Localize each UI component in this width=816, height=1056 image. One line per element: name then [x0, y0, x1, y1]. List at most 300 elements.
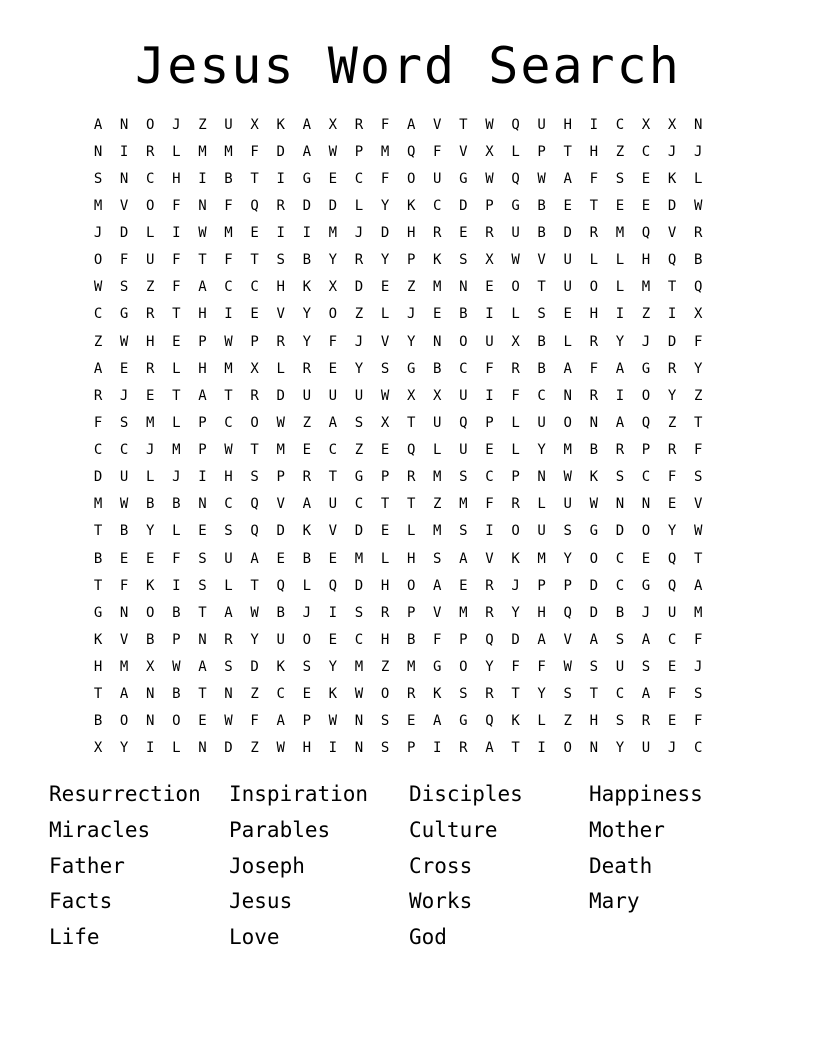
- grid-letter: J: [172, 116, 181, 133]
- grid-letter: S: [302, 659, 312, 676]
- grid-letter: O: [459, 333, 468, 350]
- grid-letter: H: [563, 116, 572, 133]
- grid-letter: X: [380, 414, 390, 431]
- grid-letter: O: [250, 414, 259, 431]
- grid-letter: U: [563, 252, 572, 269]
- grid-letter: G: [433, 659, 442, 676]
- grid-letter: E: [380, 523, 390, 540]
- grid-letter: E: [667, 496, 677, 513]
- grid-letter: P: [198, 414, 207, 431]
- grid-letter: T: [93, 523, 103, 540]
- grid-letter: A: [641, 631, 651, 648]
- grid-letter: P: [563, 577, 572, 594]
- grid-letter: T: [224, 387, 233, 404]
- grid-letter: H: [537, 604, 546, 621]
- grid-letter: O: [641, 387, 651, 404]
- grid-letter: V: [380, 333, 390, 350]
- grid-letter: C: [146, 170, 155, 187]
- grid-letter: F: [433, 631, 442, 648]
- grid-letter: E: [380, 442, 390, 459]
- grid-letter: B: [459, 306, 468, 323]
- grid-letter: J: [667, 143, 677, 160]
- grid-letter: R: [354, 252, 364, 269]
- word-list-item: Disciples: [409, 782, 523, 806]
- grid-letter: E: [667, 659, 677, 676]
- grid-letter: S: [589, 659, 599, 676]
- grid-letter: T: [511, 740, 520, 757]
- grid-letter: L: [589, 252, 599, 269]
- grid-letter: T: [589, 197, 599, 214]
- grid-letter: Y: [667, 523, 677, 540]
- grid-letter: Z: [250, 686, 259, 703]
- grid-letter: U: [224, 550, 233, 567]
- grid-letter: K: [406, 197, 416, 214]
- grid-letter: J: [641, 604, 651, 621]
- grid-letter: Z: [250, 740, 259, 757]
- word-list-item: Inspiration: [229, 782, 369, 806]
- grid-letter: Z: [667, 414, 677, 431]
- grid-letter: H: [198, 306, 207, 323]
- grid-letter: X: [433, 387, 442, 404]
- grid-letter: Q: [511, 170, 520, 187]
- word-list-item: Father: [49, 853, 125, 878]
- grid-letter: A: [693, 577, 703, 594]
- grid-letter: Y: [537, 442, 546, 459]
- grid-letter: S: [119, 414, 129, 431]
- grid-letter: M: [433, 279, 442, 296]
- grid-letter: P: [485, 414, 494, 431]
- grid-letter: R: [380, 604, 390, 621]
- grid-letter: E: [302, 686, 312, 703]
- grid-letter: C: [641, 469, 651, 486]
- grid-letter: Z: [380, 659, 390, 676]
- grid-letter: S: [693, 686, 703, 703]
- word-list-item: Happiness: [589, 782, 703, 806]
- grid-letter: P: [198, 333, 207, 350]
- grid-letter: R: [276, 333, 285, 350]
- grid-letter: Y: [537, 686, 546, 703]
- grid-letter: I: [615, 306, 625, 323]
- grid-letter: S: [380, 713, 390, 730]
- grid-letter: D: [589, 577, 599, 594]
- grid-letter: S: [459, 469, 468, 486]
- grid-letter: U: [667, 604, 677, 621]
- grid-letter: U: [146, 252, 155, 269]
- grid-letter: A: [615, 414, 625, 431]
- grid-letter: D: [224, 740, 233, 757]
- grid-letter: X: [146, 659, 155, 676]
- grid-letter: S: [459, 523, 468, 540]
- grid-letter: D: [119, 225, 129, 242]
- grid-letter: T: [198, 252, 207, 269]
- grid-letter: E: [667, 713, 677, 730]
- grid-letter: O: [146, 604, 155, 621]
- grid-letter: N: [433, 333, 442, 350]
- grid-letter: P: [250, 333, 259, 350]
- grid-letter: A: [615, 360, 625, 377]
- grid-letter: Y: [667, 387, 677, 404]
- grid-letter: E: [406, 713, 416, 730]
- grid-letter: B: [433, 360, 442, 377]
- grid-letter: M: [380, 143, 390, 160]
- grid-letter: N: [354, 713, 364, 730]
- grid-letter: K: [511, 550, 520, 567]
- grid-letter: W: [93, 279, 103, 296]
- grid-letter: T: [250, 252, 259, 269]
- grid-letter: I: [119, 143, 129, 160]
- grid-letter: P: [380, 469, 390, 486]
- grid-letter: H: [302, 740, 312, 757]
- word-list-item: Facts: [49, 889, 113, 914]
- grid-letter: O: [406, 577, 416, 594]
- grid-letter: J: [146, 442, 155, 459]
- grid-letter: S: [563, 686, 572, 703]
- grid-letter: Z: [198, 116, 207, 133]
- grid-letter: E: [119, 360, 129, 377]
- grid-letter: O: [146, 116, 155, 133]
- grid-letter: P: [172, 631, 181, 648]
- grid-letter: C: [354, 170, 364, 187]
- grid-letter: R: [667, 360, 677, 377]
- grid-letter: E: [615, 197, 625, 214]
- grid-letter: D: [459, 197, 468, 214]
- grid-letter: K: [276, 659, 285, 676]
- grid-letter: M: [328, 225, 338, 242]
- grid-letter: P: [276, 469, 285, 486]
- grid-letter: D: [354, 279, 364, 296]
- grid-letter: L: [537, 496, 546, 513]
- grid-letter: P: [641, 442, 651, 459]
- grid-letter: N: [589, 740, 599, 757]
- grid-letter: E: [146, 387, 155, 404]
- grid-letter: Y: [693, 360, 703, 377]
- grid-letter: N: [641, 496, 651, 513]
- grid-letter: A: [224, 604, 233, 621]
- grid-letter: B: [276, 604, 285, 621]
- grid-letter: S: [615, 713, 625, 730]
- grid-letter: P: [302, 713, 312, 730]
- grid-letter: I: [433, 740, 442, 757]
- grid-letter: R: [146, 143, 155, 160]
- grid-letter: A: [406, 116, 416, 133]
- grid-letter: U: [459, 442, 468, 459]
- grid-letter: T: [563, 143, 572, 160]
- grid-letter: C: [615, 686, 625, 703]
- grid-letter: S: [224, 659, 233, 676]
- grid-letter: M: [146, 414, 155, 431]
- grid-letter: O: [146, 197, 155, 214]
- grid-letter: R: [406, 469, 416, 486]
- grid-letter: V: [667, 225, 677, 242]
- grid-letter: D: [276, 387, 285, 404]
- grid-letter: B: [146, 496, 155, 513]
- grid-letter: F: [667, 686, 677, 703]
- grid-letter: Y: [328, 252, 338, 269]
- grid-letter: F: [172, 550, 181, 567]
- grid-letter: V: [433, 116, 442, 133]
- grid-letter: H: [589, 713, 599, 730]
- grid-letter: M: [198, 143, 207, 160]
- grid-letter: U: [354, 387, 364, 404]
- grid-letter: D: [93, 469, 103, 486]
- grid-letter: H: [589, 306, 599, 323]
- grid-letter: Y: [354, 360, 364, 377]
- grid-letter: A: [563, 170, 572, 187]
- grid-letter: Z: [93, 333, 103, 350]
- grid-letter: E: [459, 225, 468, 242]
- grid-letter: X: [328, 279, 338, 296]
- grid-letter: R: [250, 387, 259, 404]
- grid-letter: O: [93, 252, 103, 269]
- grid-letter: C: [537, 387, 546, 404]
- grid-letter: Q: [406, 442, 416, 459]
- grid-letter: V: [328, 523, 338, 540]
- grid-letter: A: [537, 631, 546, 648]
- grid-letter: I: [667, 306, 677, 323]
- grid-letter: T: [406, 496, 416, 513]
- grid-letter: L: [146, 469, 155, 486]
- grid-letter: Y: [485, 659, 494, 676]
- grid-letter: E: [328, 170, 338, 187]
- grid-letter: T: [380, 496, 390, 513]
- grid-letter: Z: [433, 496, 442, 513]
- grid-letter: F: [380, 170, 390, 187]
- grid-letter: J: [406, 306, 416, 323]
- grid-letter: Z: [146, 279, 155, 296]
- grid-letter: V: [119, 631, 129, 648]
- grid-letter: W: [485, 116, 494, 133]
- grid-letter: R: [146, 360, 155, 377]
- grid-letter: L: [172, 414, 181, 431]
- grid-letter: X: [485, 143, 494, 160]
- grid-letter: E: [328, 550, 338, 567]
- grid-letter: Y: [328, 659, 338, 676]
- grid-letter: U: [615, 659, 625, 676]
- grid-letter: B: [537, 225, 546, 242]
- grid-letter: C: [224, 414, 233, 431]
- grid-letter: B: [146, 631, 155, 648]
- grid-letter: Q: [276, 577, 285, 594]
- grid-letter: R: [224, 631, 233, 648]
- grid-letter: B: [119, 523, 129, 540]
- grid-letter: G: [406, 360, 416, 377]
- grid-letter: F: [224, 197, 233, 214]
- grid-letter: A: [459, 550, 468, 567]
- grid-letter: C: [459, 360, 468, 377]
- grid-letter: Y: [563, 550, 572, 567]
- grid-letter: W: [563, 469, 572, 486]
- grid-letter: K: [302, 523, 312, 540]
- grid-letter: N: [146, 713, 155, 730]
- grid-letter: A: [302, 143, 312, 160]
- grid-letter: O: [172, 713, 181, 730]
- grid-letter: W: [328, 143, 338, 160]
- grid-letter: T: [172, 306, 181, 323]
- grid-letter: R: [276, 197, 285, 214]
- grid-letter: Z: [406, 279, 416, 296]
- grid-letter: S: [354, 414, 364, 431]
- grid-letter: N: [563, 387, 572, 404]
- grid-letter: C: [354, 496, 364, 513]
- grid-letter: J: [667, 740, 677, 757]
- grid-letter: C: [693, 740, 703, 757]
- grid-letter: Y: [302, 333, 312, 350]
- grid-letter: F: [172, 279, 181, 296]
- grid-letter: F: [693, 713, 703, 730]
- grid-letter: B: [302, 550, 312, 567]
- grid-letter: M: [459, 496, 468, 513]
- grid-letter: Z: [563, 713, 572, 730]
- grid-letter: B: [93, 550, 103, 567]
- grid-letter: L: [302, 577, 312, 594]
- grid-letter: R: [302, 469, 312, 486]
- grid-letter: F: [172, 252, 181, 269]
- grid-letter: L: [172, 740, 181, 757]
- grid-letter: R: [589, 387, 599, 404]
- grid-letter: Z: [354, 442, 364, 459]
- grid-letter: S: [459, 252, 468, 269]
- grid-letter: E: [563, 197, 572, 214]
- grid-letter: S: [641, 659, 651, 676]
- grid-letter: H: [380, 577, 390, 594]
- grid-letter: B: [406, 631, 416, 648]
- grid-letter: C: [119, 442, 129, 459]
- grid-letter: U: [433, 170, 442, 187]
- grid-letter: A: [302, 496, 312, 513]
- grid-letter: C: [250, 279, 259, 296]
- grid-letter: F: [93, 414, 103, 431]
- grid-letter: R: [485, 577, 494, 594]
- grid-letter: L: [615, 279, 625, 296]
- grid-letter: A: [641, 686, 651, 703]
- grid-letter: F: [667, 469, 677, 486]
- grid-letter: T: [250, 577, 259, 594]
- grid-letter: N: [146, 686, 155, 703]
- grid-letter: D: [276, 143, 285, 160]
- grid-letter: W: [354, 686, 364, 703]
- grid-letter: I: [224, 306, 233, 323]
- grid-letter: E: [146, 550, 155, 567]
- grid-letter: R: [693, 225, 703, 242]
- grid-letter: C: [354, 631, 364, 648]
- grid-letter: T: [511, 686, 520, 703]
- grid-letter: I: [172, 577, 181, 594]
- grid-letter: R: [615, 442, 625, 459]
- grid-letter: B: [589, 442, 599, 459]
- grid-letter: S: [615, 469, 625, 486]
- grid-letter: E: [380, 279, 390, 296]
- word-list-item: Life: [49, 925, 100, 950]
- grid-letter: U: [563, 496, 572, 513]
- grid-letter: X: [250, 116, 259, 133]
- grid-letter: S: [250, 469, 259, 486]
- grid-letter: W: [172, 659, 181, 676]
- grid-letter: I: [198, 469, 207, 486]
- grid-letter: B: [224, 170, 233, 187]
- grid-letter: E: [276, 550, 285, 567]
- grid-letter: C: [615, 116, 625, 133]
- grid-letter: W: [589, 496, 599, 513]
- grid-letter: E: [459, 577, 468, 594]
- grid-letter: E: [250, 306, 259, 323]
- grid-letter: A: [433, 577, 442, 594]
- grid-letter: J: [354, 333, 364, 350]
- grid-letter: L: [511, 143, 520, 160]
- grid-letter: X: [641, 116, 651, 133]
- grid-letter: U: [537, 116, 546, 133]
- grid-letter: D: [563, 225, 572, 242]
- grid-letter: H: [198, 360, 207, 377]
- grid-letter: M: [354, 659, 364, 676]
- grid-letter: W: [198, 225, 207, 242]
- grid-letter: L: [433, 442, 442, 459]
- grid-letter: T: [250, 442, 259, 459]
- grid-letter: V: [276, 496, 285, 513]
- grid-letter: F: [693, 333, 703, 350]
- grid-letter: O: [641, 523, 651, 540]
- grid-letter: P: [459, 631, 468, 648]
- grid-letter: C: [93, 306, 103, 323]
- grid-letter: B: [93, 713, 103, 730]
- grid-letter: B: [172, 496, 181, 513]
- grid-letter: W: [224, 442, 233, 459]
- grid-letter: E: [328, 360, 338, 377]
- grid-letter: K: [433, 686, 442, 703]
- grid-letter: X: [485, 252, 494, 269]
- grid-letter: D: [302, 197, 312, 214]
- grid-letter: G: [641, 360, 651, 377]
- grid-letter: J: [172, 469, 181, 486]
- grid-letter: S: [276, 252, 285, 269]
- grid-letter: R: [146, 306, 155, 323]
- grid-letter: N: [537, 469, 546, 486]
- word-list-item: Miracles: [49, 817, 151, 842]
- word-list-item: God: [409, 925, 447, 950]
- grid-letter: J: [641, 333, 651, 350]
- grid-letter: E: [485, 279, 494, 296]
- grid-letter: M: [641, 279, 651, 296]
- grid-letter: F: [693, 442, 703, 459]
- grid-letter: Q: [511, 116, 520, 133]
- grid-letter: E: [250, 225, 259, 242]
- grid-letter: F: [537, 659, 546, 676]
- grid-letter: F: [380, 116, 390, 133]
- grid-letter: H: [93, 659, 103, 676]
- grid-letter: D: [667, 197, 677, 214]
- grid-letter: R: [433, 225, 442, 242]
- grid-letter: N: [354, 740, 364, 757]
- grid-letter: P: [537, 577, 546, 594]
- grid-letter: V: [693, 496, 703, 513]
- grid-letter: S: [615, 170, 625, 187]
- grid-letter: Y: [380, 197, 390, 214]
- grid-letter: K: [433, 252, 442, 269]
- grid-letter: Q: [485, 631, 494, 648]
- grid-letter: M: [224, 225, 233, 242]
- grid-letter: Y: [146, 523, 155, 540]
- grid-letter: J: [119, 387, 129, 404]
- grid-letter: R: [459, 740, 468, 757]
- grid-letter: Q: [641, 225, 651, 242]
- grid-letter: U: [511, 225, 520, 242]
- grid-letter: M: [406, 659, 416, 676]
- grid-letter: P: [406, 604, 416, 621]
- grid-letter: F: [224, 252, 233, 269]
- grid-letter: I: [589, 116, 599, 133]
- grid-letter: K: [276, 116, 285, 133]
- grid-letter: Y: [250, 631, 259, 648]
- grid-letter: B: [615, 604, 625, 621]
